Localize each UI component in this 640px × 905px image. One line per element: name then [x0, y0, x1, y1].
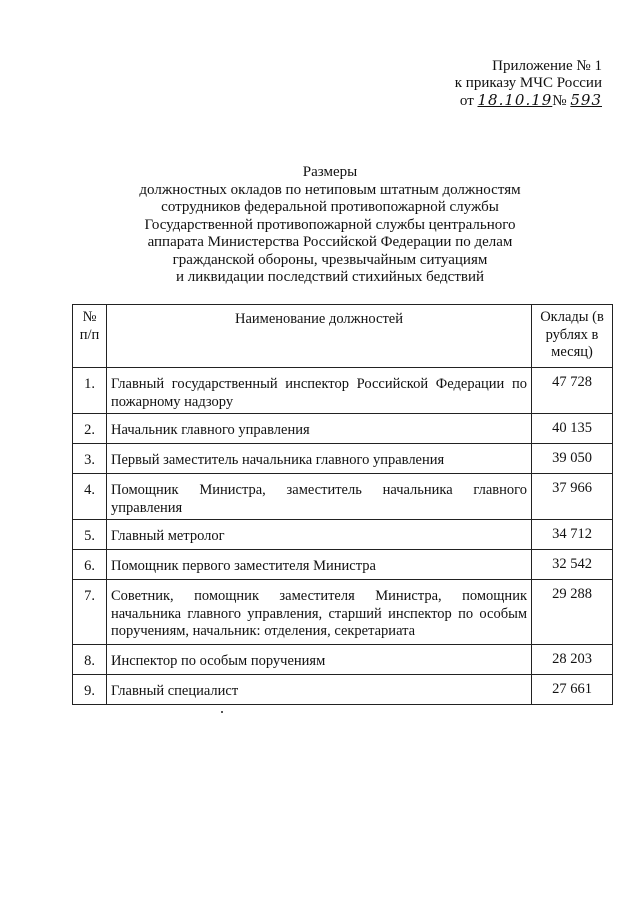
salary-table [72, 304, 613, 705]
row-position: Советник, помощник заместителя Министра, помощник начальника главного управления, старший инспектор по особым поручениям, начальник: отделения, секретариата [107, 580, 532, 645]
row-salary: 40 135 [532, 414, 613, 444]
row-num: 6. [73, 550, 107, 580]
title-line: Государственной противопожарной службы центрального [144, 216, 516, 233]
header-salary: Оклады (в рублях в месяц) [532, 305, 613, 368]
table-row [73, 580, 613, 645]
table-header-row [73, 305, 613, 368]
header-position: Наименование должностей [107, 305, 532, 368]
table-row [73, 520, 613, 550]
row-num: 8. [73, 645, 107, 675]
document-title [120, 164, 540, 287]
title-line: гражданской обороны, чрезвычайным ситуациям [172, 251, 488, 268]
annex-header [455, 58, 602, 110]
row-num: 3. [73, 444, 107, 474]
row-salary: 34 712 [532, 520, 613, 550]
title-line: Размеры [302, 164, 358, 180]
row-position: Главный специалист [107, 675, 532, 705]
table-row [73, 414, 613, 444]
row-salary: 39 050 [532, 444, 613, 474]
row-num: 9. [73, 675, 107, 705]
row-salary: 28 203 [532, 645, 613, 675]
annex-order-ref: к приказу МЧС России [454, 75, 602, 91]
handwritten-date: 18.10.19 [477, 91, 553, 109]
title-line: и ликвидации последствий стихийных бедствий [175, 269, 485, 285]
row-position: Первый заместитель начальника главного управления [107, 444, 532, 474]
row-salary: 47 728 [532, 368, 613, 414]
row-num: 1. [73, 368, 107, 414]
row-position: Главный метролог [107, 520, 532, 550]
title-line: должностных окладов по нетиповым штатным должностям [139, 181, 521, 198]
annex-date-line [455, 92, 602, 110]
row-salary: 29 288 [532, 580, 613, 645]
table-row [73, 550, 613, 580]
row-salary: 32 542 [532, 550, 613, 580]
date-prefix: от [459, 93, 474, 109]
number-prefix: № [552, 93, 567, 109]
row-salary: 27 661 [532, 675, 613, 705]
row-position: Помощник первого заместителя Министра [107, 550, 532, 580]
annex-title: Приложение № 1 [492, 58, 602, 74]
table-row [73, 645, 613, 675]
handwritten-number: 593 [570, 91, 602, 109]
row-num: 4. [73, 474, 107, 520]
scan-speck [221, 711, 223, 713]
row-position: Главный государственный инспектор Российской Федерации по пожарному надзору [107, 368, 532, 414]
table-row [73, 444, 613, 474]
table-row [73, 474, 613, 520]
title-line: сотрудников федеральной противопожарной службы [161, 199, 499, 215]
header-num: № п/п [73, 305, 107, 368]
row-position: Начальник главного управления [107, 414, 532, 444]
row-num: 5. [73, 520, 107, 550]
row-position: Помощник Министра, заместитель начальника главного управления [107, 474, 532, 520]
row-num: 2. [73, 414, 107, 444]
table-row [73, 368, 613, 414]
row-salary: 37 966 [532, 474, 613, 520]
table-row [73, 675, 613, 705]
row-position: Инспектор по особым поручениям [107, 645, 532, 675]
row-num: 7. [73, 580, 107, 645]
title-line: аппарата Министерства Российской Федерации по делам [147, 234, 513, 250]
